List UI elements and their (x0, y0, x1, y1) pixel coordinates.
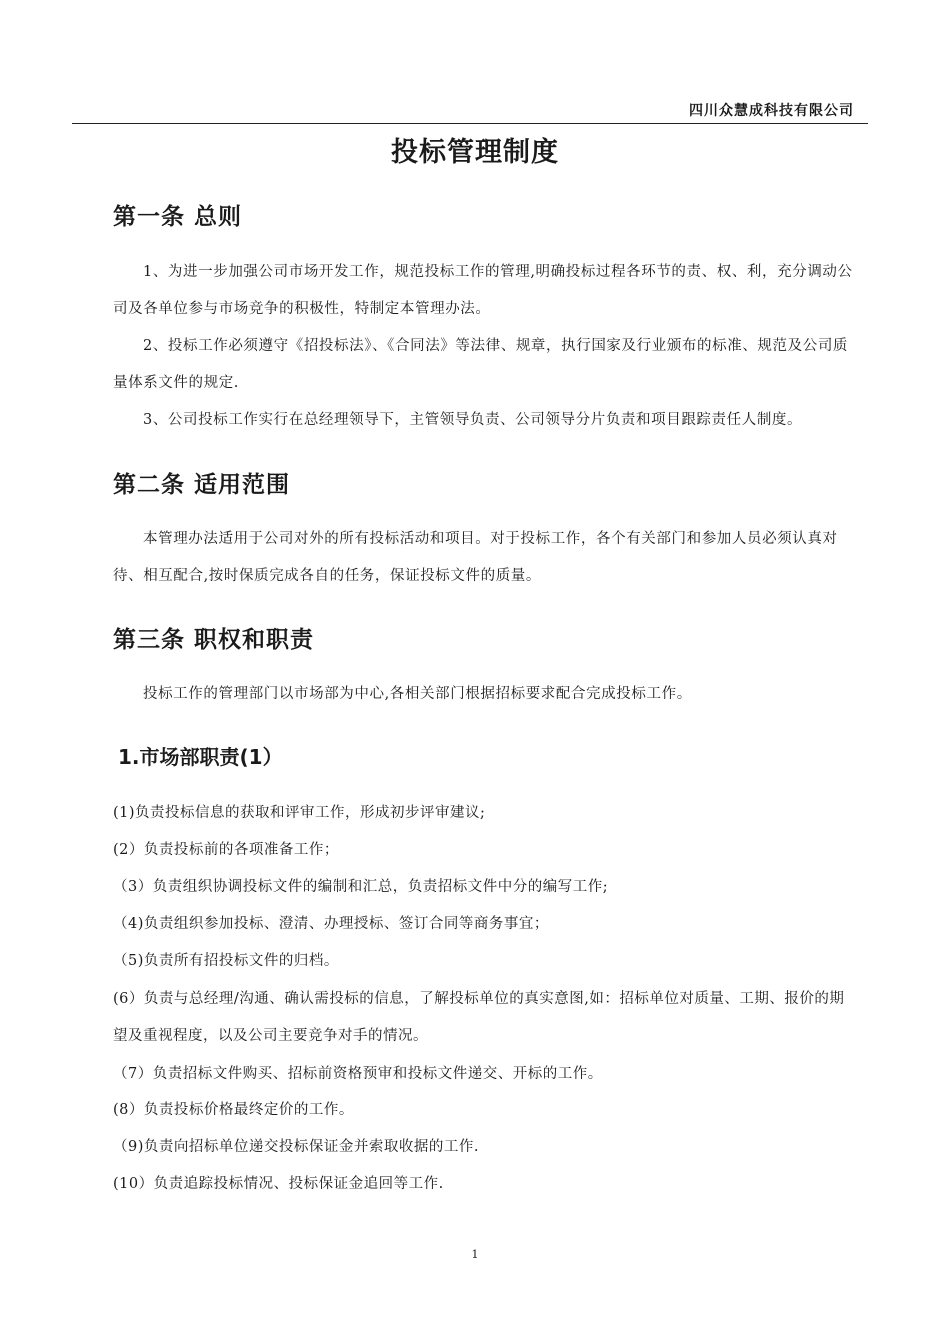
duty-item-5: （5)负责所有招投标文件的归档。 (113, 953, 339, 969)
duty-item-8: (8）负责投标价格最终定价的工作。 (113, 1102, 354, 1118)
article1-paragraph-2: 2、投标工作必须遵守《招投标法》、《合同法》等法律、规章，执行国家及行业颁布的标准、规范及公司质量体系文件的规定. (113, 338, 849, 391)
document-title: 投标管理制度 (391, 137, 559, 168)
article3-paragraph-1: 投标工作的管理部门以市场部为中心,各相关部门根据招标要求配合完成投标工作。 (143, 686, 692, 702)
market-dept-duties-heading: 1.市场部职责(1） (118, 745, 283, 769)
article3-heading: 第三条 职权和职责 (113, 627, 315, 653)
article1-paragraph-1: 1、为进一步加强公司市场开发工作，规范投标工作的管理,明确投标过程各环节的责、权、利，充分调动公司及各单位参与市场竞争的积极性，特制定本管理办法。 (113, 264, 853, 317)
article2-heading: 第二条 适用范围 (113, 472, 291, 498)
header-divider (72, 123, 868, 124)
article1-heading: 第一条 总则 (113, 204, 243, 230)
duty-item-7: （7）负责招标文件购买、招标前资格预审和投标文件递交、开标的工作。 (113, 1066, 603, 1082)
article2-paragraph-1: 本管理办法适用于公司对外的所有投标活动和项目。对于投标工作，各个有关部门和参加人员必须认真对待、相互配合,按时保质完成各自的任务，保证投标文件的质量。 (113, 531, 838, 584)
duty-item-9: （9)负责向招标单位递交投标保证金并索取收据的工作. (113, 1139, 479, 1155)
header-company-name: 四川众慧成科技有限公司 (689, 103, 854, 119)
duty-item-2: (2）负责投标前的各项准备工作； (113, 842, 339, 858)
article1-paragraph-3: 3、公司投标工作实行在总经理领导下，主管领导负责、公司领导分片负责和项目跟踪责任人制度。 (143, 412, 803, 428)
duty-item-1: (1)负责投标信息的获取和评审工作，形成初步评审建议; (113, 805, 486, 821)
duty-item-10: (10）负责追踪投标情况、投标保证金追回等工作. (113, 1176, 444, 1192)
duty-item-6: (6）负责与总经理/沟通、确认需投标的信息，了解投标单位的真实意图,如：招标单位对质量、工期、报价的期望及重视程度，以及公司主要竞争对手的情况。 (113, 991, 845, 1044)
duty-item-4: （4)负责组织参加投标、澄清、办理授标、签订合同等商务事宜； (113, 916, 549, 932)
duty-item-3: （3）负责组织协调投标文件的编制和汇总，负责招标文件中分的编写工作; (113, 879, 609, 895)
page-number: 1 (471, 1248, 479, 1261)
